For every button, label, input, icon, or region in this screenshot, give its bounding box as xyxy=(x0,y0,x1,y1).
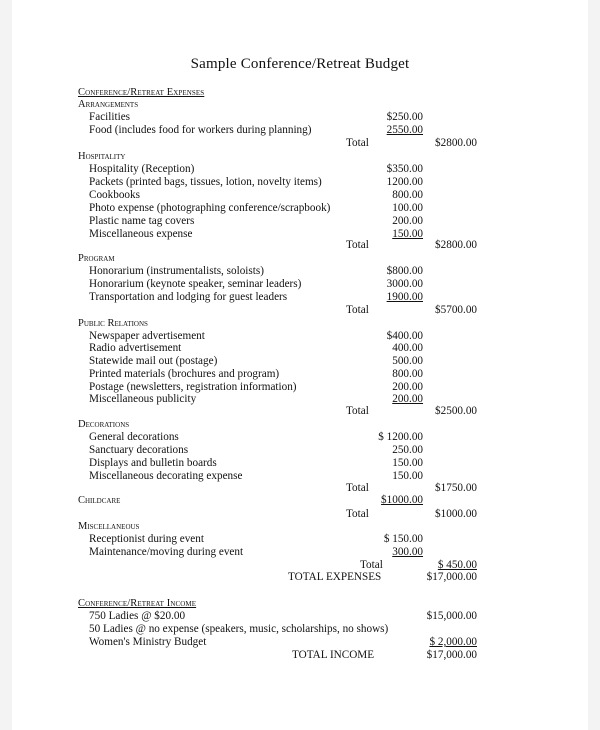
section-childcare-heading: Childcare xyxy=(78,495,121,506)
section-total-row: Total $1750.00 xyxy=(346,482,477,494)
document-page xyxy=(12,0,588,730)
section-total-row: Total $ 450.00 xyxy=(360,559,477,571)
line-item: Honorarium (keynote speaker, seminar leaders) 3000.00 xyxy=(89,278,423,290)
section-total-row: Total $2800.00 xyxy=(346,137,477,149)
income-item: Women's Ministry Budget $ 2,000.00 xyxy=(89,636,477,648)
line-item: Cookbooks 800.00 xyxy=(89,189,423,201)
line-item: Miscellaneous publicity 200.00 xyxy=(89,393,423,405)
section-total-row: Total $2800.00 xyxy=(346,239,477,251)
childcare-row: Childcare $1000.00 xyxy=(78,494,423,506)
line-item: Statewide mail out (postage) 500.00 xyxy=(89,355,423,367)
line-item: Food (includes food for workers during planning) 2550.00 xyxy=(89,124,423,136)
section-total-row: Total $2500.00 xyxy=(346,405,477,417)
section-hospitality-heading: Hospitality xyxy=(78,151,126,162)
line-item: Photo expense (photographing conference/scrapbook) 100.00 xyxy=(89,202,423,214)
line-item: Facilities $250.00 xyxy=(89,111,423,123)
line-item: Plastic name tag covers 200.00 xyxy=(89,215,423,227)
line-item: Miscellaneous decorating expense 150.00 xyxy=(89,470,423,482)
line-item: Maintenance/moving during event 300.00 xyxy=(89,546,423,558)
line-item: Newspaper advertisement $400.00 xyxy=(89,330,423,342)
line-item: General decorations $ 1200.00 xyxy=(89,431,423,443)
budget-document xyxy=(12,0,588,730)
line-item: Honorarium (instrumentalists, soloists) $800.00 xyxy=(89,265,423,277)
section-public-relations-heading: Public Relations xyxy=(78,318,148,329)
line-item: Sanctuary decorations 250.00 xyxy=(89,444,423,456)
line-item: Displays and bulletin boards 150.00 xyxy=(89,457,423,469)
expenses-heading: Conference/Retreat Expenses xyxy=(78,87,205,98)
section-program-heading: Program xyxy=(78,253,115,264)
line-item: Radio advertisement 400.00 xyxy=(89,342,423,354)
income-item: 750 Ladies @ $20.00 $15,000.00 xyxy=(89,610,477,622)
income-item: 50 Ladies @ no expense (speakers, music, scholarships, no shows) xyxy=(89,623,389,635)
total-expenses-row: TOTAL EXPENSES $17,000.00 xyxy=(288,571,477,583)
line-item: Postage (newsletters, registration information) 200.00 xyxy=(89,381,423,393)
income-heading: Conference/Retreat Income xyxy=(78,598,197,609)
line-item: Transportation and lodging for guest leaders 1900.00 xyxy=(89,291,423,303)
line-item: Receptionist during event $ 150.00 xyxy=(89,533,423,545)
line-item: Hospitality (Reception) $350.00 xyxy=(89,163,423,175)
section-arrangements-heading: Arrangements xyxy=(78,99,139,110)
total-income-row: TOTAL INCOME $17,000.00 xyxy=(292,649,477,661)
document-title: Sample Conference/Retreat Budget xyxy=(190,56,410,72)
section-decorations-heading: Decorations xyxy=(78,419,130,430)
line-item: Printed materials (brochures and program) 800.00 xyxy=(89,368,423,380)
section-total-row: Total $1000.00 xyxy=(346,508,477,520)
line-item: Miscellaneous expense 150.00 xyxy=(89,228,423,240)
line-item: Packets (printed bags, tissues, lotion, novelty items) 1200.00 xyxy=(89,176,423,188)
section-total-row: Total $5700.00 xyxy=(346,304,477,316)
section-miscellaneous-heading: Miscellaneous xyxy=(78,521,140,532)
